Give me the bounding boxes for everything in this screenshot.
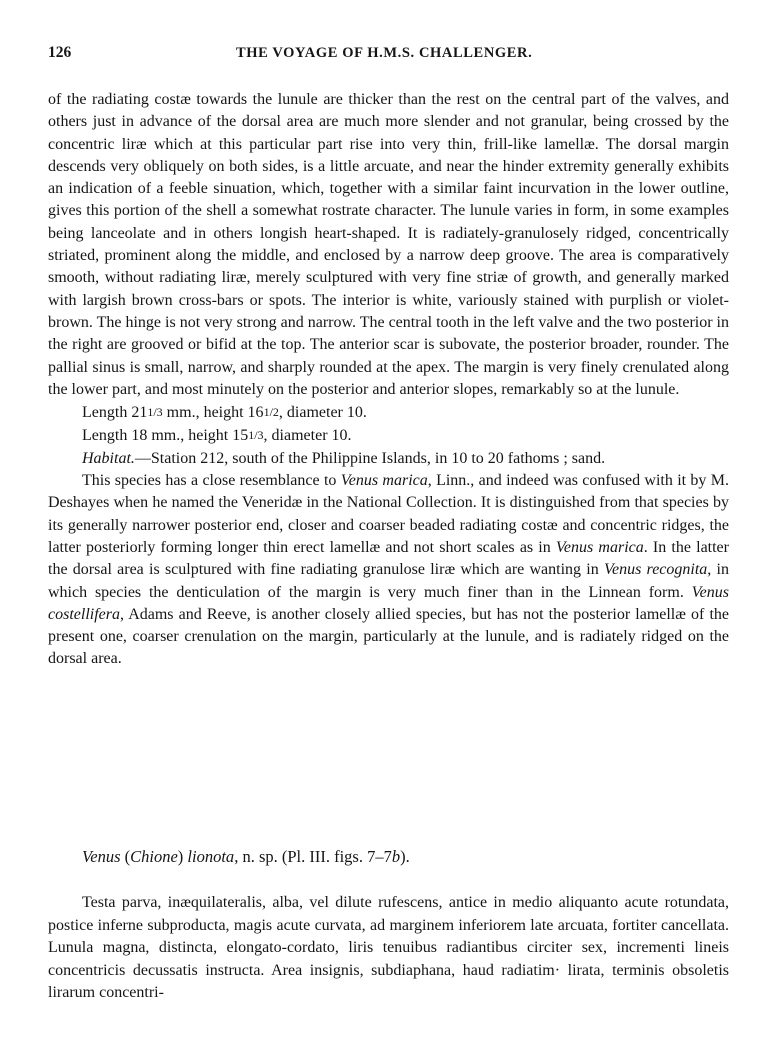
description-paragraph: of the radiating costæ towards the lunule are thicker than the rest on the central part of the valves, and others just in advance of the dorsal area are much more slender and not granular, being crossed by the concentric liræ which at this particular part rise into very thin, frill-like lamellæ. The dorsal margin descends very obliquely on both sides, is a little arcuate, and near the hinder extremity generally exhibits an indication of a feeble sinuation, which, together with a similar faint incurvation in the lower outline, gives this portion of the shell a somewhat rostrate character. The lunule varies in form, in some examples being lanceolate and in others longish heart-shaped. It is radiately-granulosely ridged, concentrically striated, prominent along the middle, and enclosed by a narrow deep groove. The area is comparatively smooth, without radiating liræ, merely sculptured with very fine striæ of growth, and generally marked with largish brown cross-bars or spots. The interior is white, variously stained with purplish or violet-brown. The hinge is not very strong and narrow. The central tooth in the left valve and the two posterior in the right are grooved or bifid at the top. The anterior scar is subovate, the posterior broader, rounder. The pallial sinus is small, narrow, and sharply rounded at the apex. The margin is very finely crenulated along the lower part, and most minutely on the posterior and anterior slopes, remarkably so at the lunule. (48, 91, 729, 398)
latin-diagnosis (48, 892, 729, 1005)
subgenus-name: Chione (130, 847, 178, 866)
measurement-1-fraction-a: 1/3 (147, 405, 163, 420)
page-number: 126 (48, 44, 72, 61)
running-head (48, 44, 728, 66)
measurement-2-fraction-a: 1/3 (248, 428, 264, 443)
measurement-1-prefix: Length 21 (82, 404, 148, 422)
genus-name: Venus (82, 847, 121, 866)
species-description (48, 89, 729, 671)
comparison-paragraph (48, 470, 729, 671)
habitat-line (48, 448, 729, 470)
figure-letter: b (391, 847, 401, 866)
species-name-italic: Venus marica (340, 472, 428, 490)
subgenus-close: ) (177, 847, 188, 866)
measurement-1-suffix: , diameter 10. (278, 404, 367, 422)
species-name-italic: Venus marica (555, 538, 644, 556)
measurement-line-1 (48, 401, 729, 424)
species-heading (82, 847, 722, 867)
species-epithet: lionota (187, 847, 235, 866)
measurement-1-fraction-b: 1/2 (263, 405, 279, 420)
measurement-1-middle: mm., height 16 (162, 404, 264, 422)
subgenus-open: ( (120, 847, 131, 866)
heading-rest: , n. sp. (Pl. III. figs. 7–7 (234, 847, 392, 866)
comparison-text-4: , in which species the denticulation of the margin is very much finer than in the Linnean form. (48, 561, 729, 601)
comparison-text-5: , Adams and Reeve, is another closely allied species, but has not the posterior lamellæ of the present one, coarser crenulation on the margin, particularly at the lunule, and is radiately ridged on the dorsal area. (48, 605, 729, 668)
comparison-text-2: , Linn., and indeed was confused with it by M. Deshayes when he named the Veneridæ in the National Collection. It is distinguished from that species by its generally narrower posterior end, closer and coarser beaded radiating costæ and concentric ridges, the latter posteriorly forming longer thin erect lamellæ and not short scales as in (48, 472, 729, 556)
journal-title: THE VOYAGE OF H.M.S. CHALLENGER. (236, 45, 533, 61)
measurement-2-suffix: , diameter 10. (263, 427, 352, 445)
latin-diagnosis-paragraph: Testa parva, inæquilateralis, alba, vel dilute rufescens, antice in medio aliquanto acute rotundata, postice inferne subproducta, magis acute curvata, ad marginem inferiorem late arcuata, fortiter cancellata. Lunula magna, distincta, elongato-cordato, liris tenuibus radiantibus circiter sex, incrementi lineis concentricis decussatis instructa. Area insignis, subdiaphana, haud radiatim· lirata, terminis obsoletis lirarum concentri- (48, 894, 729, 1001)
heading-close: ). (400, 847, 410, 866)
habitat-label: Habitat. (82, 449, 135, 467)
measurement-2-prefix: Length 18 mm., height 15 (82, 427, 249, 445)
species-name-italic: Venus recognita (603, 561, 708, 579)
habitat-text: —Station 212, south of the Philippine Islands, in 10 to 20 fathoms ; sand. (134, 449, 606, 467)
measurement-line-2 (48, 424, 729, 447)
comparison-text-1: This species has a close resemblance to (82, 472, 341, 490)
species-name-italic: Venus costellifera (48, 583, 729, 623)
comparison-text-3: . In the latter the dorsal area is sculptured with fine radiating granulose liræ which are wanting in (48, 538, 729, 579)
